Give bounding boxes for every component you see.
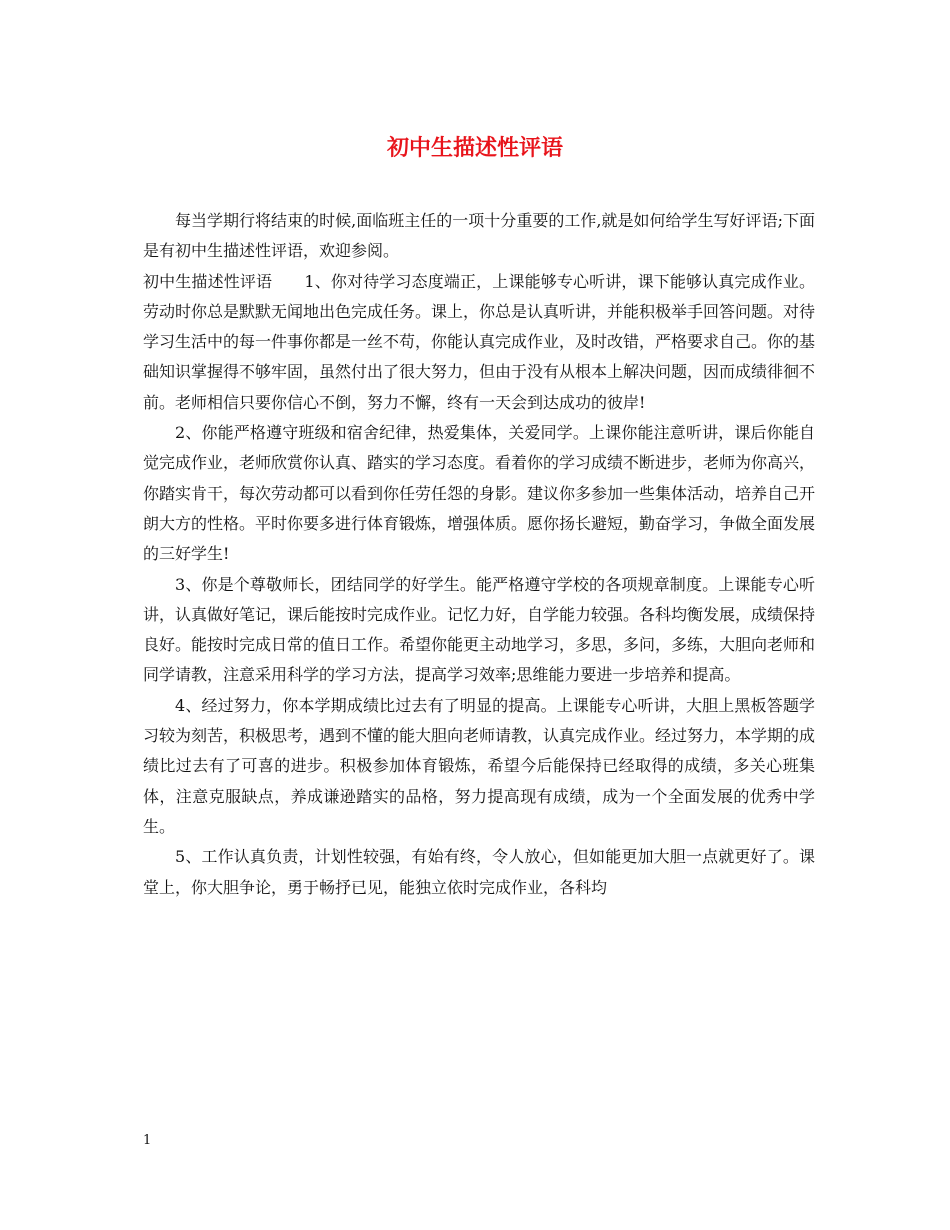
document-title: 初中生描述性评语 — [386, 135, 563, 161]
document-body — [143, 206, 815, 903]
paragraph-2: 2、你能严格遵守班级和宿舍纪律，热爱集体，关爱同学。上课你能注意听讲，课后你能自觉完成作业，老师欣赏你认真、踏实的学习态度。看着你的学习成绩不断进步，老师为你高兴，你踏实肯干，每次劳动都可以看到你任劳任怨的身影。建议你多参加一些集体活动，培养自己开朗大方的性格。平时你要多进行体育锻炼，增强体质。愿你扬长避短，勤奋学习，争做全面发展的三好学生! — [143, 423, 816, 564]
page-number: 1 — [143, 1133, 152, 1148]
paragraph-5: 5、工作认真负责，计划性较强，有始有终，令人放心，但如能更加大胆一点就更好了。课堂上，你大胆争论，勇于畅抒已见，能独立依时完成作业，各科均 — [143, 847, 815, 897]
paragraph-4: 4、经过努力，你本学期成绩比过去有了明显的提高。上课能专心听讲，大胆上黑板答题学习较为刻苦，积极思考，遇到不懂的能大胆向老师请教，认真完成作业。经过努力，本学期的成绩比过去有了可喜的进步。积极参加体育锻炼，希望今后能保持已经取得的成绩，多关心班集体，注意克服缺点，养成谦逊踏实的品格，努力提高现有成绩，成为一个全面发展的优秀中学生。 — [143, 695, 816, 836]
intro-paragraph: 每当学期行将结束的时候,面临班主任的一项十分重要的工作,就是如何给学生写好评语;下面是有初中生描述性评语，欢迎参阅。 — [143, 211, 815, 261]
paragraph-3: 3、你是个尊敬师长，团结同学的好学生。能严格遵守学校的各项规章制度。上课能专心听讲，认真做好笔记，课后能按时完成作业。记忆力好，自学能力较强。各科均衡发展，成绩保持良好。能按时完成日常的值日工作。希望你能更主动地学习，多思，多问，多练，大胆向老师和同学请教，注意采用科学的学习方法，提高学习效率;思维能力要进一步培养和提高。 — [143, 574, 816, 685]
paragraph-1: 初中生描述性评语 1、你对待学习态度端正，上课能够专心听讲，课下能够认真完成作业。劳动时你总是默默无闻地出色完成任务。课上，你总是认真听讲，并能积极举手回答问题。对待学习生活中的每一件事你都是一丝不苟，你能认真完成作业，及时改错，严格要求自己。你的基础知识掌握得不够牢固，虽然付出了很大努力，但由于没有从根本上解决问题，因而成绩徘徊不前。老师相信只要你信心不倒，努力不懈，终有一天会到达成功的彼岸! — [143, 271, 816, 412]
